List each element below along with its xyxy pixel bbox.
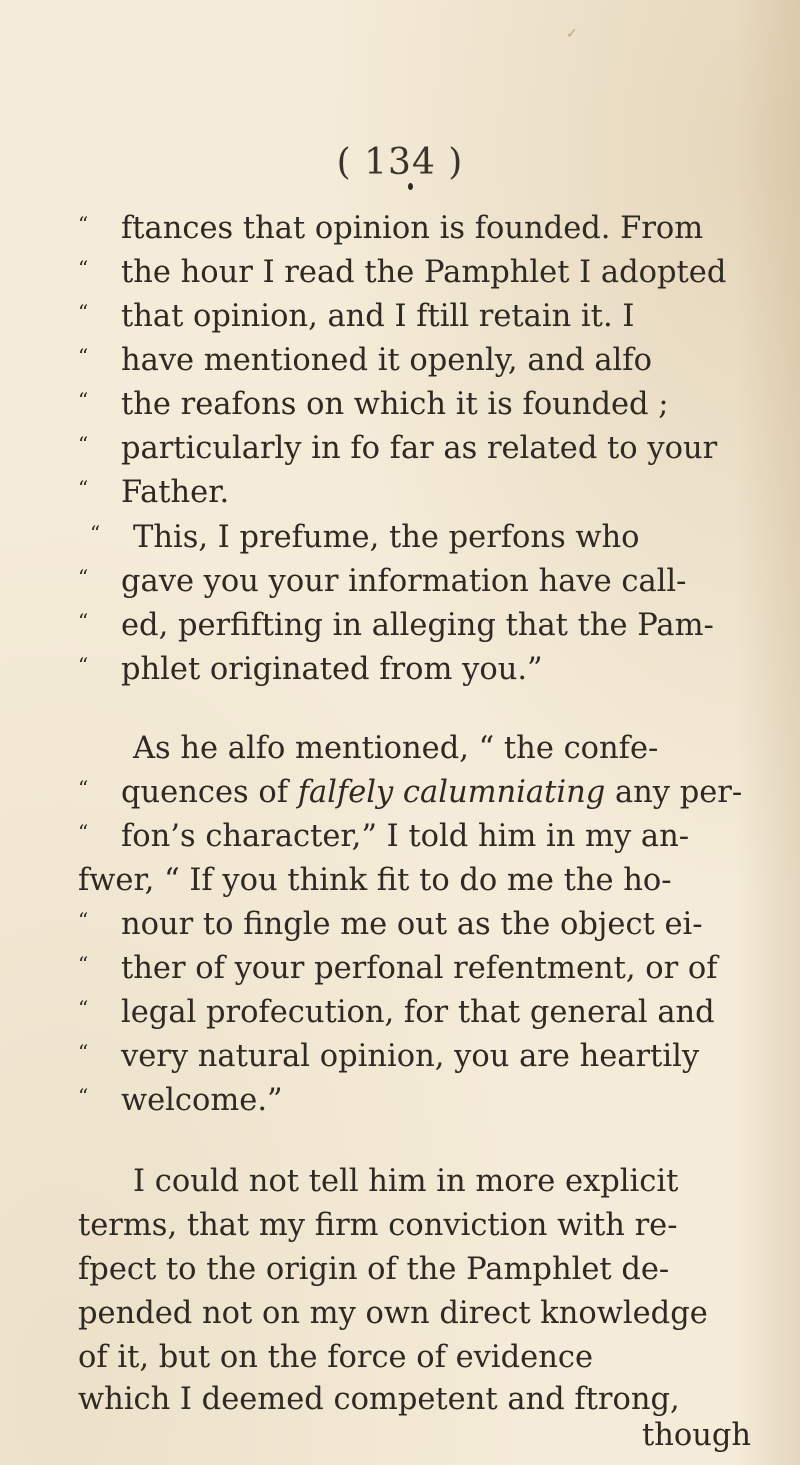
line-text: that opinion, and I ftill retain it. I <box>121 299 635 334</box>
quote-mark: “ <box>78 908 89 932</box>
line-text <box>121 771 742 815</box>
quote-mark: “ <box>78 1040 89 1064</box>
line-text: As he alfo mentioned, “ the confe- <box>133 731 659 766</box>
line-text: This, I prefume, the perfons who <box>133 520 640 555</box>
quote-mark: “ <box>78 820 89 844</box>
page-number-header: ( 134 ) <box>336 142 464 183</box>
line-text: terms, that my firm conviction with re- <box>78 1208 678 1243</box>
line-text: phlet originated from you.” <box>121 652 543 687</box>
quote-mark: “ <box>78 344 89 368</box>
line-text: of it, but on the force of evidence <box>78 1340 594 1375</box>
line-text: the reafons on which it is founded ; <box>121 387 669 422</box>
quote-mark: “ <box>78 1084 89 1108</box>
line-text: welcome.” <box>121 1083 283 1118</box>
quote-mark: “ <box>78 653 89 677</box>
line-text: fpect to the origin of the Pamphlet de- <box>78 1252 670 1287</box>
line-text-roman: quences of <box>121 775 298 810</box>
quote-mark: “ <box>78 609 89 633</box>
line-text: which I deemed competent and ftrong, <box>78 1382 680 1417</box>
line-text: ftances that opinion is founded. From <box>121 211 704 246</box>
quote-mark: “ <box>78 388 89 412</box>
line-text: fon’s character,” I told him in my an- <box>121 819 690 854</box>
line-text: ed, perfifting in alleging that the Pam- <box>121 608 714 643</box>
printer-ornament-dot <box>408 183 413 190</box>
quote-mark: “ <box>78 256 89 280</box>
quote-mark: “ <box>78 212 89 236</box>
catchword: though <box>642 1418 752 1453</box>
line-text-roman: any per- <box>605 775 743 810</box>
line-text: the hour I read the Pamphlet I adopted <box>121 255 727 290</box>
quote-mark: “ <box>90 521 101 545</box>
text-line-1 <box>78 207 718 251</box>
line-text: ther of your perfonal refentment, or of <box>121 951 718 986</box>
line-text: I could not tell him in more explicit <box>133 1164 679 1199</box>
marginal-tick-mark: ✓ <box>566 26 578 42</box>
quote-mark: “ <box>78 996 89 1020</box>
line-text: pended not on my own direct knowledge <box>78 1296 708 1331</box>
line-text-italic: falfely calumniating <box>297 775 606 810</box>
line-text: have mentioned it openly, and alfo <box>121 343 652 378</box>
quote-mark: “ <box>78 565 89 589</box>
line-text: fwer, “ If you think fit to do me the ho- <box>78 863 672 898</box>
line-text: nour to fingle me out as the object ei- <box>121 907 703 942</box>
line-text: Father. <box>121 475 230 510</box>
line-text: very natural opinion, you are heartily <box>121 1039 700 1074</box>
line-text: legal profecution, for that general and <box>121 995 715 1030</box>
quote-mark: “ <box>78 300 89 324</box>
line-text: gave you your information have call- <box>121 564 687 599</box>
quote-mark: “ <box>78 776 89 800</box>
quote-mark: “ <box>78 432 89 456</box>
quote-mark: “ <box>78 476 89 500</box>
quote-mark: “ <box>78 952 89 976</box>
line-text: particularly in fo far as related to your <box>121 431 718 466</box>
